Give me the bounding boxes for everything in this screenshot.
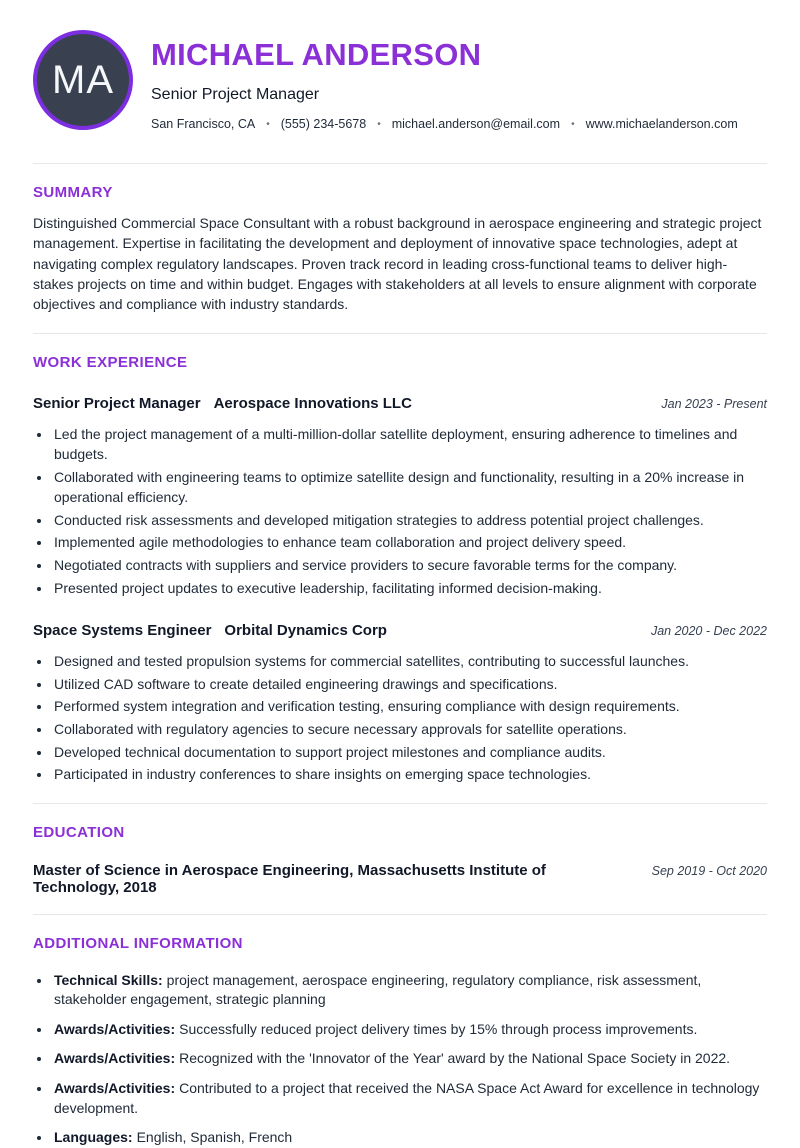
bullet-separator-icon: • — [571, 118, 575, 130]
bullet-item: • Collaborated with regulatory agencies to secure necessary approvals for satellite operations. — [52, 719, 767, 740]
additional-information-heading: ADDITIONAL INFORMATION — [33, 934, 243, 952]
additional-info-list — [33, 971, 767, 1148]
person-name: MICHAEL ANDERSON — [151, 37, 482, 72]
contact-location: San Francisco, CA — [151, 117, 256, 132]
additional-info-item — [52, 1128, 767, 1148]
job-company: Aerospace Innovations LLC — [213, 394, 412, 412]
job-dates: Jan 2023 - Present — [661, 396, 767, 411]
person-job-title: Senior Project Manager — [151, 86, 320, 104]
info-text: Recognized with the 'Innovator of the Year' award by the National Space Society in 2022. — [179, 1050, 731, 1067]
job-title-group — [33, 395, 412, 412]
section-summary — [33, 184, 767, 314]
additional-info-item — [52, 1049, 767, 1069]
summary-text: Distinguished Commercial Space Consultant with a robust background in aerospace engineering and strategic project management. Expertise in facilitating the development and deployment of innovative space technologies, adept at navigating complex regulatory landscapes. Proven track record in leading cross-functional teams to deliver high-stakes projects on time and within budget. Engages with stakeholders at all levels to ensure alignment with corporate objectives and compliance with industry standards. — [33, 215, 762, 313]
info-text: English, Spanish, French — [136, 1129, 293, 1146]
bullet-item: • Designed and tested propulsion systems for commercial satellites, contributing to successful launches. — [52, 651, 767, 672]
job-header — [33, 622, 767, 639]
job-title: Senior Project Manager — [33, 394, 201, 412]
job-dates: Jan 2020 - Dec 2022 — [650, 624, 767, 639]
job-bullet-list — [33, 424, 767, 599]
info-text: project management, aerospace engineering, regulatory compliance, risk assessment, stakeholder engagement, strategic planning — [54, 971, 702, 1008]
job-title: Space Systems Engineer — [33, 622, 212, 640]
section-education — [33, 824, 767, 896]
info-label: Awards/Activities: — [54, 1080, 176, 1097]
info-label: Technical Skills: — [54, 971, 163, 988]
bullet-item: • Led the project management of a multi-million-dollar satellite deployment, ensuring adherence to timelines and budgets. — [52, 424, 767, 465]
contact-row — [151, 117, 738, 131]
job-title-group — [33, 622, 387, 639]
info-text: Successfully reduced project delivery times by 15% through process improvements. — [179, 1020, 698, 1037]
avatar-initials: MA — [52, 57, 114, 102]
work-experience-heading: WORK EXPERIENCE — [33, 353, 188, 371]
section-additional-information — [33, 935, 767, 1148]
section-divider — [33, 333, 767, 334]
bullet-item: • Collaborated with engineering teams to optimize satellite design and functionality, resulting in a 20% increase in operational efficiency. — [52, 467, 767, 508]
bullet-item: • Developed technical documentation to support project milestones and compliance audits. — [52, 742, 767, 763]
info-label: Awards/Activities: — [54, 1020, 176, 1037]
additional-info-item — [52, 1079, 767, 1118]
info-label: Awards/Activities: — [54, 1050, 176, 1067]
education-heading: EDUCATION — [33, 823, 125, 841]
resume-header — [33, 28, 767, 145]
summary-heading: SUMMARY — [33, 184, 113, 202]
additional-info-item — [52, 971, 767, 1010]
section-divider — [33, 914, 767, 915]
bullet-item: • Presented project updates to executive leadership, facilitating informed decision-making. — [52, 578, 767, 599]
bullet-item: • Participated in industry conferences to share insights on emerging space technologies. — [52, 764, 767, 785]
bullet-item: • Utilized CAD software to create detailed engineering drawings and specifications. — [52, 674, 767, 695]
bullet-separator-icon: • — [377, 118, 381, 130]
education-dates: Sep 2019 - Oct 2020 — [651, 863, 767, 878]
bullet-item: • Negotiated contracts with suppliers and service providers to secure favorable terms for the company. — [52, 555, 767, 576]
job-header — [33, 395, 767, 412]
info-label: Languages: — [54, 1129, 133, 1146]
education-entry — [33, 862, 767, 896]
avatar — [33, 30, 133, 130]
additional-info-item — [52, 1020, 767, 1040]
job-entry — [33, 622, 767, 784]
contact-phone: (555) 234-5678 — [280, 117, 367, 132]
bullet-separator-icon: • — [266, 118, 270, 130]
section-divider — [33, 163, 767, 164]
info-text: Contributed to a project that received the NASA Space Act Award for excellence in technology development. — [54, 1080, 760, 1116]
bullet-item: • Performed system integration and verification testing, ensuring compliance with design requirements. — [52, 696, 767, 717]
job-company: Orbital Dynamics Corp — [224, 622, 387, 640]
section-divider — [33, 803, 767, 804]
contact-website: www.michaelanderson.com — [585, 117, 738, 132]
bullet-item: • Implemented agile methodologies to enhance team collaboration and project delivery speed. — [52, 532, 767, 553]
bullet-item: • Conducted risk assessments and developed mitigation strategies to address potential project challenges. — [52, 510, 767, 531]
education-degree: Master of Science in Aerospace Engineering, Massachusetts Institute of Technology, 2018 — [33, 861, 546, 896]
job-bullet-list — [33, 651, 767, 784]
header-text — [151, 28, 738, 131]
contact-email: michael.anderson@email.com — [391, 117, 561, 132]
job-entry — [33, 395, 767, 599]
section-work-experience — [33, 354, 767, 785]
